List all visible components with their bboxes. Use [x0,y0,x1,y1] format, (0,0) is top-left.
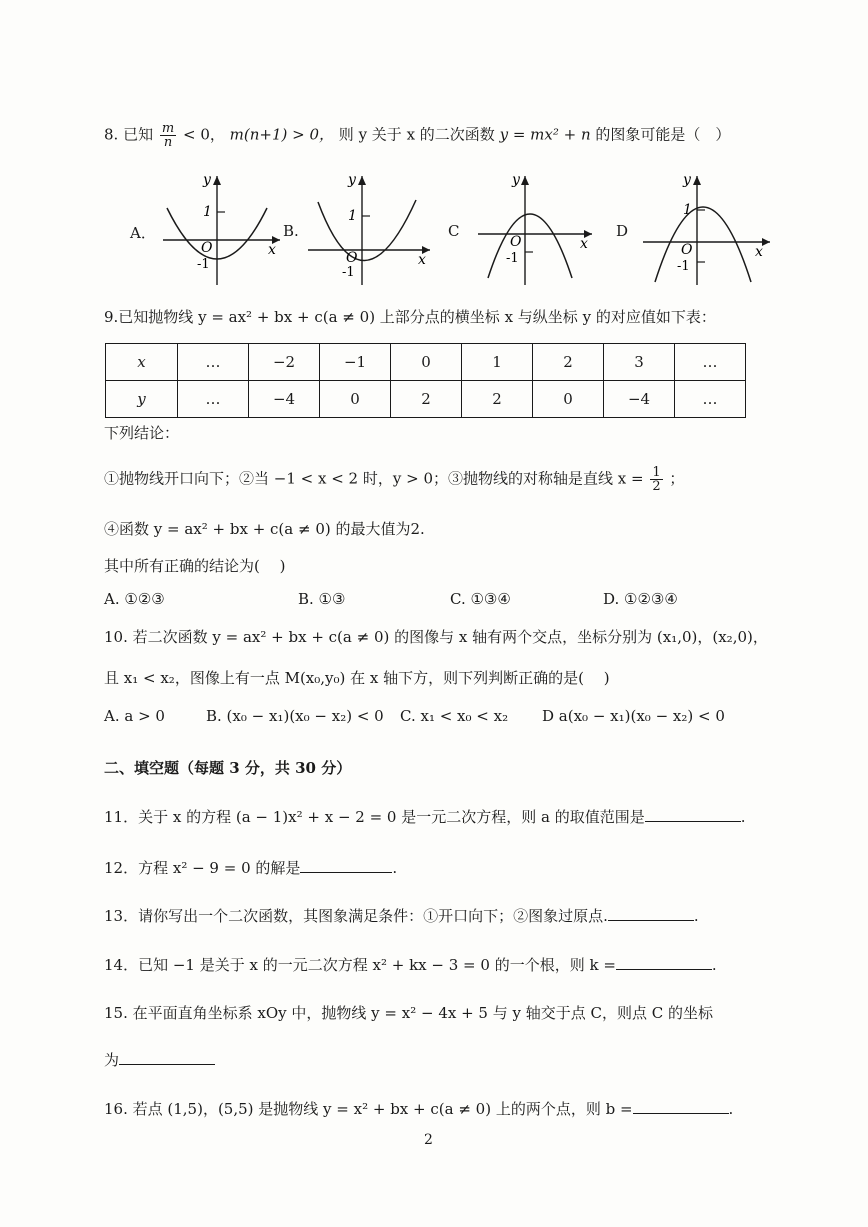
q8-graph-b [300,170,435,290]
svg-text:O: O [346,250,358,266]
svg-text:x: x [580,236,588,252]
svg-text:-1: -1 [506,251,519,266]
answer-blank [633,1097,729,1114]
q15-line-1: 15. 在平面直角坐标系 xOy 中，抛物线 y = x² − 4x + 5 与 y 轴交于点 C，则点 C 的坐标 [104,1004,714,1022]
table-row: x … −2 −1 0 1 2 3 … [106,344,746,381]
y-arrow [358,176,366,185]
section-2-title: 二、填空题（每题 3 分，共 30 分） [104,759,352,777]
svg-text:y: y [512,172,520,188]
q10-line-1: 10. 若二次函数 y = ax² + bx + c(a ≠ 0) 的图像与 x 轴有两个交点，坐标分别为 (x₁,0)，(x₂,0)， [104,628,768,646]
q8-option-a-label: A． [130,224,156,242]
parabola-curve [318,200,416,261]
q10-line-2: 且 x₁ < x₂，图像上有一点 M(x₀,y₀) 在 x 轴下方，则下列判断正确的是( ) [104,669,610,687]
fraction-one-half: $\frac{1}{2}$ [652,465,661,494]
q9-option-b: B. ①③ [298,590,346,608]
q8-option-c-label: C [448,222,460,240]
svg-text:x: x [418,252,426,268]
y-arrow [693,176,701,185]
page-number: 2 [424,1132,433,1148]
answer-blank [300,856,392,873]
q8-graph-d [635,170,775,290]
q9-lead: 下列结论： [104,424,180,442]
q11: 11．关于 x 的方程 (a − 1)x² + x − 2 = 0 是一元二次方程，则 a 的取值范围是 . [104,805,746,828]
svg-text:O: O [201,240,213,256]
q12: 12．方程 x² − 9 = 0 的解是 . [104,856,397,879]
svg-text:1: 1 [683,202,692,218]
q9-option-a: A. ①②③ [104,590,165,608]
q8-stem: 8. 已知 $\frac{m}{n}$ < 0， m(n+1) > 0， 则 y 关于 x 的二次函数 y = mx² + n 的图象可能是（ ） [104,121,731,150]
svg-text:x: x [268,242,276,258]
answer-blank [608,904,694,921]
answer-blank [616,953,712,970]
q10-option-b: B. (x₀ − x₁)(x₀ − x₂) < 0 [206,707,384,725]
svg-text:y: y [348,172,356,188]
svg-text:1: 1 [203,204,212,220]
svg-text:y: y [203,172,211,188]
fraction-m-over-n: $\frac{m}{n}$ [161,121,175,150]
q15-line-2: 为 [104,1048,215,1071]
q9-statement-4: ④函数 y = ax² + bx + c(a ≠ 0) 的最大值为2. [104,520,425,538]
parabola-curve [488,214,572,278]
q10-option-d: D a(x₀ − x₁)(x₀ − x₂) < 0 [542,707,725,725]
svg-text:-1: -1 [677,259,690,274]
q10-option-a: A. a > 0 [104,707,165,725]
table-row: y … −4 0 2 2 0 −4 … [106,381,746,418]
svg-text:O: O [681,242,693,258]
svg-text:-1: -1 [342,265,355,280]
svg-text:1: 1 [348,208,357,224]
q9-value-table [105,343,746,418]
x-arrow [762,238,770,246]
q13: 13．请你写出一个二次函数，其图象满足条件：①开口向下；②图象过原点. . [104,904,699,927]
y-arrow [521,176,529,185]
svg-text:y: y [683,172,691,188]
q9-option-c: C. ①③④ [450,590,511,608]
q16: 16. 若点 (1,5)，(5,5) 是抛物线 y = x² + bx + c(a ≠ 0) 上的两个点，则 b = . [104,1097,733,1120]
q8-graph-a [155,170,285,290]
y-arrow [213,176,221,185]
svg-text:O: O [510,234,522,250]
q8-graph-c [470,170,600,290]
answer-blank [645,805,741,822]
q9-statement-1-3: ①抛物线开口向下；②当 −1 < x < 2 时，y > 0；③抛物线的对称轴是直线 x = $\frac{1}{2}$ ； [104,465,685,494]
answer-blank [119,1048,215,1065]
q9-ask: 其中所有正确的结论为( ) [104,557,286,575]
q8-option-b-label: B. [283,222,299,240]
svg-text:-1: -1 [197,257,210,272]
q9-option-d: D. ①②③④ [603,590,678,608]
q14: 14．已知 −1 是关于 x 的一元二次方程 x² + kx − 3 = 0 的一个根，则 k = . [104,953,717,976]
svg-text:x: x [755,244,763,260]
q9-stem: 9.已知抛物线 y = ax² + bx + c(a ≠ 0) 上部分点的横坐标 x 与纵坐标 y 的对应值如下表： [104,308,716,326]
q8-option-d-label: D [616,222,629,240]
parabola-curve [655,207,751,282]
q10-option-c: C. x₁ < x₀ < x₂ [400,707,509,725]
